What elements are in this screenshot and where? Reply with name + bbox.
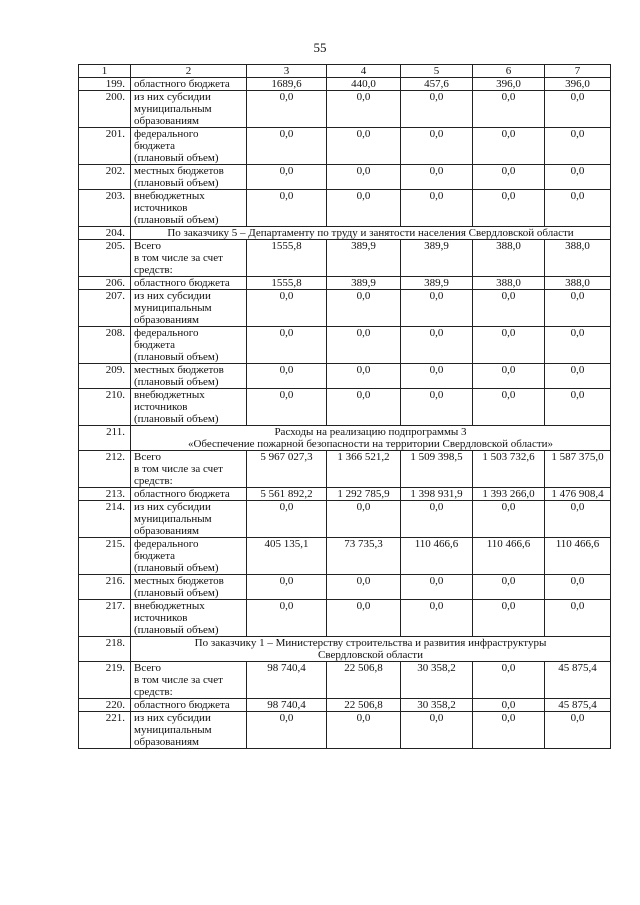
value-cell: 0,0 (327, 364, 401, 389)
page-number: 55 (313, 40, 327, 55)
value-cell: 457,6 (401, 78, 473, 91)
value-cell: 0,0 (473, 699, 545, 712)
row-label-line: федерального (134, 128, 199, 140)
value-cell: 0,0 (401, 501, 473, 538)
row-label-line: внебюджетных (134, 190, 205, 202)
row-number: 201. (79, 128, 131, 165)
value-cell: 0,0 (401, 389, 473, 426)
value-cell: 5 967 027,3 (247, 451, 327, 488)
value-cell: 45 875,4 (545, 699, 611, 712)
row-label-line: (плановый объем) (134, 376, 219, 388)
value-cell: 0,0 (247, 501, 327, 538)
row-number: 200. (79, 91, 131, 128)
value-cell: 0,0 (327, 128, 401, 165)
value-cell: 30 358,2 (401, 662, 473, 699)
section-title (131, 227, 611, 240)
row-number: 219. (79, 662, 131, 699)
row-label-line: муниципальным (134, 513, 212, 525)
row-label-line: Всего (134, 240, 161, 252)
section-row (79, 426, 611, 451)
value-cell: 0,0 (545, 91, 611, 128)
section-title-line: Расходы на реализацию подпрограммы 3 (274, 426, 467, 438)
value-cell: 0,0 (247, 327, 327, 364)
value-cell: 1555,8 (247, 240, 327, 277)
column-header: 7 (545, 65, 611, 78)
table-row (79, 699, 611, 712)
value-cell: 45 875,4 (545, 662, 611, 699)
column-header: 5 (401, 65, 473, 78)
row-number: 221. (79, 712, 131, 749)
table-row (79, 327, 611, 364)
row-label-line: средств: (134, 686, 173, 698)
row-number: 220. (79, 699, 131, 712)
value-cell: 0,0 (401, 712, 473, 749)
section-title (131, 426, 611, 451)
value-cell: 1 398 931,9 (401, 488, 473, 501)
row-number: 212. (79, 451, 131, 488)
value-cell: 1 366 521,2 (327, 451, 401, 488)
value-cell: 0,0 (401, 600, 473, 637)
value-cell: 440,0 (327, 78, 401, 91)
row-number: 202. (79, 165, 131, 190)
value-cell: 0,0 (545, 501, 611, 538)
row-label-line: образованиям (134, 314, 199, 326)
value-cell: 1 292 785,9 (327, 488, 401, 501)
value-cell: 0,0 (545, 165, 611, 190)
value-cell: 0,0 (473, 165, 545, 190)
value-cell: 0,0 (473, 501, 545, 538)
row-label-line: местных бюджетов (134, 575, 224, 587)
value-cell: 389,9 (327, 277, 401, 290)
row-label (131, 451, 247, 488)
row-label (131, 277, 247, 290)
value-cell: 388,0 (545, 277, 611, 290)
row-label (131, 600, 247, 637)
table-row (79, 165, 611, 190)
column-header: 6 (473, 65, 545, 78)
value-cell: 22 506,8 (327, 662, 401, 699)
row-label-line: из них субсидии (134, 91, 211, 103)
value-cell: 0,0 (327, 575, 401, 600)
row-label (131, 699, 247, 712)
value-cell: 0,0 (247, 575, 327, 600)
value-cell: 0,0 (473, 91, 545, 128)
row-label-line: в том числе за счет (134, 463, 223, 475)
value-cell: 0,0 (473, 389, 545, 426)
table-row (79, 501, 611, 538)
row-label (131, 538, 247, 575)
row-label-line: (плановый объем) (134, 624, 219, 636)
value-cell: 0,0 (247, 600, 327, 637)
row-label-line: местных бюджетов (134, 165, 224, 177)
value-cell: 0,0 (247, 389, 327, 426)
column-header: 1 (79, 65, 131, 78)
row-label (131, 501, 247, 538)
row-number: 217. (79, 600, 131, 637)
value-cell: 0,0 (401, 364, 473, 389)
section-title-line: Свердловской области (318, 649, 423, 661)
row-number: 199. (79, 78, 131, 91)
row-label-line: областного бюджета (134, 277, 230, 289)
column-header: 3 (247, 65, 327, 78)
value-cell: 0,0 (401, 327, 473, 364)
row-label-line: (плановый объем) (134, 587, 219, 599)
column-header: 4 (327, 65, 401, 78)
row-number: 214. (79, 501, 131, 538)
row-label-line: федерального (134, 327, 199, 339)
value-cell: 0,0 (545, 128, 611, 165)
value-cell: 0,0 (401, 128, 473, 165)
row-label-line: средств: (134, 475, 173, 487)
value-cell: 0,0 (545, 364, 611, 389)
row-number: 211. (79, 426, 131, 451)
value-cell: 388,0 (473, 277, 545, 290)
value-cell: 0,0 (327, 712, 401, 749)
row-label-line: муниципальным (134, 302, 212, 314)
value-cell: 0,0 (545, 712, 611, 749)
value-cell: 0,0 (327, 327, 401, 364)
row-label-line: Всего (134, 662, 161, 674)
value-cell: 0,0 (473, 364, 545, 389)
row-label (131, 389, 247, 426)
value-cell: 22 506,8 (327, 699, 401, 712)
table-row (79, 538, 611, 575)
column-header: 2 (131, 65, 247, 78)
value-cell: 0,0 (473, 600, 545, 637)
row-number: 203. (79, 190, 131, 227)
row-number: 216. (79, 575, 131, 600)
value-cell: 1 393 266,0 (473, 488, 545, 501)
value-cell: 98 740,4 (247, 662, 327, 699)
value-cell: 0,0 (401, 575, 473, 600)
value-cell: 1 587 375,0 (545, 451, 611, 488)
value-cell: 0,0 (545, 575, 611, 600)
value-cell: 1555,8 (247, 277, 327, 290)
section-title-line: «Обеспечение пожарной безопасности на территории Свердловской области» (187, 438, 554, 450)
row-label-line: внебюджетных (134, 389, 205, 401)
value-cell: 0,0 (247, 712, 327, 749)
row-label (131, 165, 247, 190)
value-cell: 1689,6 (247, 78, 327, 91)
value-cell: 0,0 (401, 190, 473, 227)
value-cell: 1 476 908,4 (545, 488, 611, 501)
value-cell: 0,0 (327, 389, 401, 426)
value-cell: 389,9 (401, 277, 473, 290)
row-label (131, 575, 247, 600)
row-label-line: в том числе за счет (134, 252, 223, 264)
value-cell: 389,9 (327, 240, 401, 277)
row-number: 209. (79, 364, 131, 389)
value-cell: 30 358,2 (401, 699, 473, 712)
table-row (79, 451, 611, 488)
value-cell: 110 466,6 (545, 538, 611, 575)
row-label-line: из них субсидии (134, 290, 211, 302)
row-label-line: в том числе за счет (134, 674, 223, 686)
row-number: 206. (79, 277, 131, 290)
section-title (131, 637, 611, 662)
row-label-line: источников (134, 612, 188, 624)
row-label-line: (плановый объем) (134, 152, 219, 164)
value-cell: 0,0 (473, 190, 545, 227)
row-label-line: (плановый объем) (134, 177, 219, 189)
row-label (131, 327, 247, 364)
value-cell: 0,0 (473, 712, 545, 749)
value-cell: 0,0 (327, 165, 401, 190)
row-label-line: муниципальным (134, 103, 212, 115)
value-cell: 0,0 (401, 91, 473, 128)
table-row (79, 128, 611, 165)
value-cell: 0,0 (247, 364, 327, 389)
table-row (79, 662, 611, 699)
row-label-line: (плановый объем) (134, 351, 219, 363)
table-row (79, 488, 611, 501)
row-label-line: федерального (134, 538, 199, 550)
value-cell: 0,0 (247, 128, 327, 165)
value-cell: 1 503 732,6 (473, 451, 545, 488)
value-cell: 396,0 (473, 78, 545, 91)
table-row (79, 364, 611, 389)
section-row (79, 227, 611, 240)
row-label-line: областного бюджета (134, 699, 230, 711)
value-cell: 0,0 (247, 91, 327, 128)
row-label-line: из них субсидии (134, 501, 211, 513)
row-label (131, 128, 247, 165)
value-cell: 0,0 (545, 389, 611, 426)
row-number: 215. (79, 538, 131, 575)
value-cell: 0,0 (401, 165, 473, 190)
row-number: 213. (79, 488, 131, 501)
value-cell: 0,0 (473, 327, 545, 364)
row-label (131, 190, 247, 227)
row-label (131, 712, 247, 749)
value-cell: 5 561 892,2 (247, 488, 327, 501)
value-cell: 0,0 (545, 327, 611, 364)
value-cell: 0,0 (473, 662, 545, 699)
value-cell: 73 735,3 (327, 538, 401, 575)
value-cell: 0,0 (247, 165, 327, 190)
row-number: 205. (79, 240, 131, 277)
table-row (79, 290, 611, 327)
row-number: 204. (79, 227, 131, 240)
table-row (79, 389, 611, 426)
value-cell: 396,0 (545, 78, 611, 91)
column-number-header (79, 65, 611, 78)
value-cell: 110 466,6 (473, 538, 545, 575)
value-cell: 0,0 (473, 290, 545, 327)
table-row (79, 91, 611, 128)
value-cell: 0,0 (473, 575, 545, 600)
row-label-line: областного бюджета (134, 78, 230, 90)
row-label-line: образованиям (134, 115, 199, 127)
value-cell: 405 135,1 (247, 538, 327, 575)
row-label-line: средств: (134, 264, 173, 276)
table-row (79, 277, 611, 290)
row-label-line: Всего (134, 451, 161, 463)
row-label (131, 488, 247, 501)
value-cell: 110 466,6 (401, 538, 473, 575)
value-cell: 0,0 (545, 600, 611, 637)
value-cell: 0,0 (401, 290, 473, 327)
table-row (79, 712, 611, 749)
value-cell: 0,0 (473, 128, 545, 165)
row-number: 218. (79, 637, 131, 662)
row-label-line: образованиям (134, 736, 199, 748)
value-cell: 388,0 (545, 240, 611, 277)
row-label-line: источников (134, 401, 188, 413)
value-cell: 0,0 (247, 190, 327, 227)
value-cell: 0,0 (327, 190, 401, 227)
row-number: 210. (79, 389, 131, 426)
row-label-line: внебюджетных (134, 600, 205, 612)
row-label-line: бюджета (134, 339, 176, 351)
value-cell: 389,9 (401, 240, 473, 277)
row-label-line: бюджета (134, 140, 176, 152)
value-cell: 98 740,4 (247, 699, 327, 712)
row-label (131, 78, 247, 91)
value-cell: 1 509 398,5 (401, 451, 473, 488)
row-label-line: (плановый объем) (134, 562, 219, 574)
row-number: 208. (79, 327, 131, 364)
row-label-line: бюджета (134, 550, 176, 562)
section-title-line: По заказчику 1 – Министерству строительства и развития инфраструктуры (194, 637, 547, 649)
value-cell: 0,0 (327, 501, 401, 538)
row-label-line: (плановый объем) (134, 214, 219, 226)
budget-table (78, 64, 611, 749)
row-label (131, 240, 247, 277)
row-label-line: муниципальным (134, 724, 212, 736)
value-cell: 0,0 (327, 91, 401, 128)
row-label-line: источников (134, 202, 188, 214)
row-label-line: из них субсидии (134, 712, 211, 724)
row-number: 207. (79, 290, 131, 327)
value-cell: 0,0 (545, 190, 611, 227)
value-cell: 388,0 (473, 240, 545, 277)
section-title-line: По заказчику 5 – Департаменту по труду и занятости населения Свердловской области (167, 227, 574, 239)
row-label (131, 91, 247, 128)
row-label (131, 662, 247, 699)
table-row (79, 190, 611, 227)
row-label-line: образованиям (134, 525, 199, 537)
value-cell: 0,0 (327, 290, 401, 327)
row-label (131, 290, 247, 327)
row-label-line: местных бюджетов (134, 364, 224, 376)
value-cell: 0,0 (247, 290, 327, 327)
row-label-line: (плановый объем) (134, 413, 219, 425)
row-label-line: областного бюджета (134, 488, 230, 500)
table-row (79, 240, 611, 277)
section-row (79, 637, 611, 662)
table-row (79, 78, 611, 91)
table-row (79, 600, 611, 637)
table-row (79, 575, 611, 600)
row-label (131, 364, 247, 389)
value-cell: 0,0 (327, 600, 401, 637)
value-cell: 0,0 (545, 290, 611, 327)
